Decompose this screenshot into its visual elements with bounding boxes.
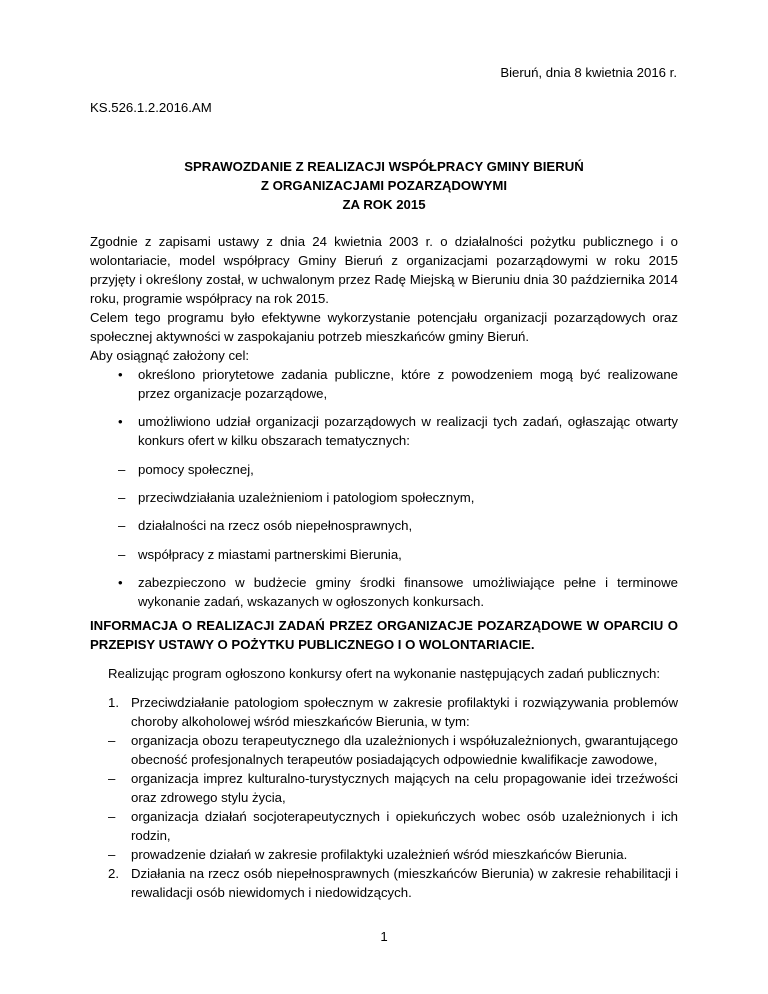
task-1-text: Przeciwdziałanie patologiom społecznym w zakresie profilaktyki i rozwiązywania problemów choroby alkoholowej wśród mieszkańców Bierunia, w tym: <box>131 695 678 729</box>
area-item-text: współpracy z miastami partnerskimi Bierunia, <box>138 547 402 562</box>
section-lead: Realizując program ogłoszono konkursy ofert na wykonanie następujących zadań publicznych: <box>108 666 660 681</box>
area-item <box>90 516 678 535</box>
task-1-subitem <box>108 769 678 807</box>
goal-bullet-2 <box>90 412 678 450</box>
task-1-subitem-text: organizacja obozu terapeutycznego dla uzależnionych i współuzależnionych, gwarantującego obecność profesjonalnych terapeutów posiadających odpowiednie kwalifikacje zawodowe, <box>131 733 678 767</box>
task-1-subitem <box>108 731 678 769</box>
task-2 <box>108 864 678 902</box>
dash-marker: – <box>108 847 116 862</box>
goal-bullet-2-text: umożliwiono udział organizacji pozarządowych w realizacji tych zadań, ogłaszając otwarty konkurs ofert w kilku obszarach tematycznych: <box>138 414 678 448</box>
task-1 <box>108 693 678 731</box>
section-heading: INFORMACJA O REALIZACJI ZADAŃ PRZEZ ORGANIZACJE POZARZĄDOWE W OPARCIU O PRZEPISY USTAWY O POŻYTKU PUBLICZNEGO I O WOLONTARIACIE. <box>90 618 678 652</box>
dash-marker: – <box>118 490 126 505</box>
number-marker: 2. <box>108 866 119 881</box>
task-2-text: Działania na rzecz osób niepełnosprawnych (mieszkańców Bierunia) w zakresie rehabilitacji i rewalidacji osób niewidomych i niedowidzących. <box>131 866 678 900</box>
area-item-text: przeciwdziałania uzależnieniom i patologiom społecznym, <box>138 490 475 505</box>
intro-paragraph-1: Zgodnie z zapisami ustawy z dnia 24 kwietnia 2003 r. o działalności pożytku publicznego i o wolontariacie, model współpracy Gminy Bieruń z organizacjami pozarządowymi w roku 2015 przyjęty i określony został, w uchwalonym przez Radę Miejską w Bieruniu dnia 30 października 2014 roku, programie współpracy na rok 2015. <box>90 234 678 306</box>
area-item-text: działalności na rzecz osób niepełnosprawnych, <box>138 518 413 533</box>
intro-paragraph-2: Celem tego programu było efektywne wykorzystanie potencjału organizacji pozarządowych oraz społecznej aktywności w zaspokajaniu potrzeb mieszkańców gminy Bieruń. <box>90 310 678 344</box>
goal-bullet-3 <box>90 573 678 611</box>
task-1-subitem-text: organizacja działań socjoterapeutycznych i opiekuńczych wobec osób uzależnionych i ich rodzin, <box>131 809 678 843</box>
title-line-1: SPRAWOZDANIE Z REALIZACJI WSPÓŁPRACY GMINY BIERUŃ <box>184 159 584 174</box>
task-1-subitem <box>108 845 678 864</box>
place-date: Bieruń, dnia 8 kwietnia 2016 r. <box>500 65 677 80</box>
dash-marker: – <box>108 809 116 824</box>
goals-lead: Aby osiągnąć założony cel: <box>90 348 250 363</box>
document-title <box>90 157 678 214</box>
task-1-subitem-text: prowadzenie działań w zakresie profilaktyki uzależnień wśród mieszkańców Bierunia. <box>131 847 628 862</box>
bullet-marker: • <box>118 414 123 429</box>
goal-bullet-1 <box>90 365 678 403</box>
dash-marker: – <box>118 462 126 477</box>
area-item <box>90 545 678 564</box>
page-number: 1 <box>380 929 388 944</box>
title-line-2: Z ORGANIZACJAMI POZARZĄDOWYMI <box>260 178 508 193</box>
area-item-text: pomocy społecznej, <box>138 462 254 477</box>
goal-bullet-3-text: zabezpieczono w budżecie gminy środki finansowe umożliwiające pełne i terminowe wykonanie zadań, wskazanych w ogłoszonych konkursach. <box>138 575 678 609</box>
number-marker: 1. <box>108 695 119 710</box>
area-item <box>90 488 678 507</box>
document-signature: KS.526.1.2.2016.AM <box>90 100 212 115</box>
dash-marker: – <box>118 518 126 533</box>
task-1-subitem-text: organizacja imprez kulturalno-turystycznych mających na celu propagowanie idei trzeźwości oraz zdrowego stylu życia, <box>131 771 678 805</box>
dash-marker: – <box>118 547 126 562</box>
bullet-marker: • <box>118 575 123 590</box>
bullet-marker: • <box>118 367 123 382</box>
area-item <box>90 460 678 479</box>
task-1-subitem <box>108 807 678 845</box>
goal-bullet-1-text: określono priorytetowe zadania publiczne, które z powodzeniem mogą być realizowane przez organizacje pozarządowe, <box>138 367 678 401</box>
dash-marker: – <box>108 771 116 786</box>
title-line-3: ZA ROK 2015 <box>342 197 426 212</box>
dash-marker: – <box>108 733 116 748</box>
